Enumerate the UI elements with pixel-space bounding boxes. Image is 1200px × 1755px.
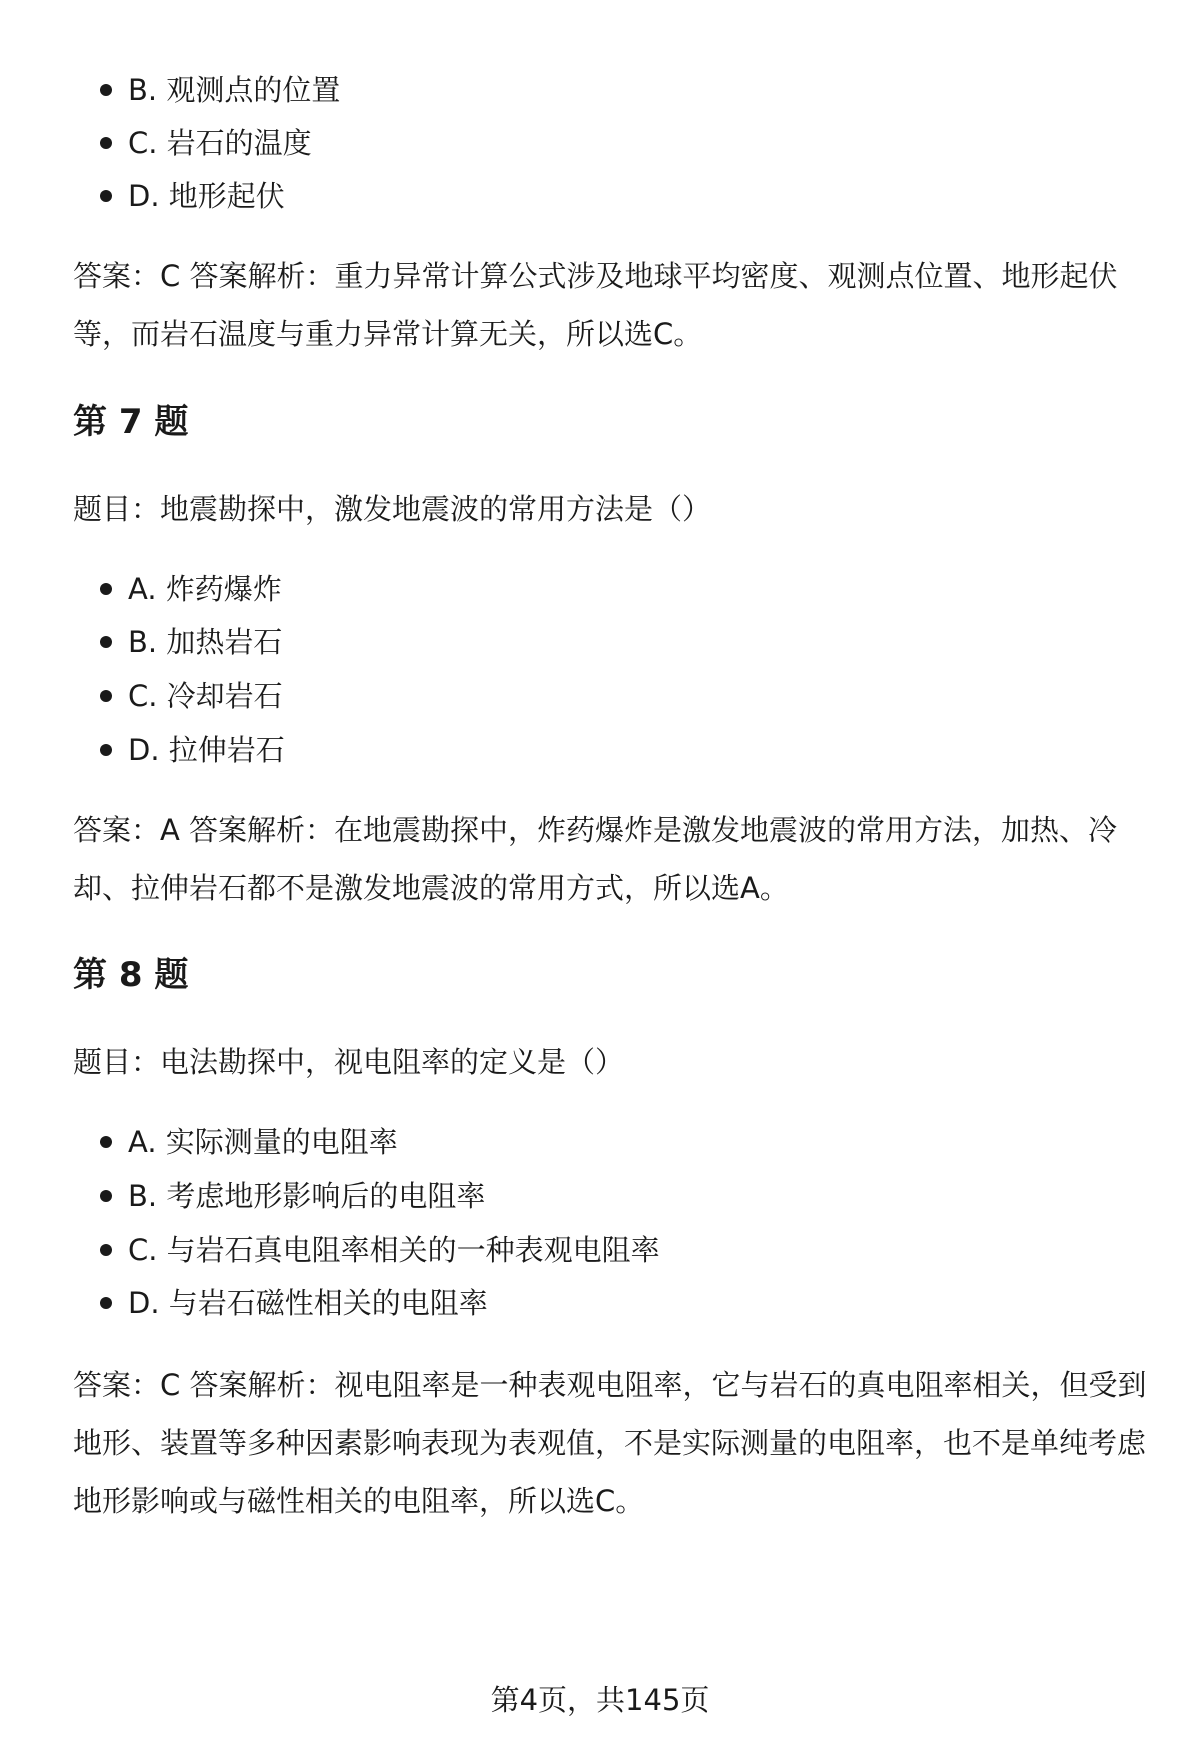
q7-stem: 题目：地震勘探中，激发地震波的常用方法是（） <box>73 492 712 526</box>
bullet-icon <box>100 1190 112 1202</box>
page-number: 第4页，共145页 <box>490 1683 710 1717</box>
bullet-icon <box>100 1244 112 1256</box>
bullet-icon <box>100 1297 112 1309</box>
bullet-icon <box>100 636 112 648</box>
bullet-icon <box>100 744 112 756</box>
bullet-icon <box>100 1136 112 1148</box>
q7-heading: 第 7 题 <box>73 402 189 442</box>
bullet-icon <box>100 137 112 149</box>
bullet-icon <box>100 190 112 202</box>
q7-answer: 答案：A 答案解析：在地震勘探中，炸药爆炸是激发地震波的常用方法，加热、冷却、拉伸岩石都不是激发地震波的常用方式，所以选A。 <box>73 813 1118 905</box>
bullet-icon <box>100 84 112 96</box>
bullet-icon <box>100 690 112 702</box>
q8-answer: 答案：C 答案解析：视电阻率是一种表观电阻率，它与岩石的真电阻率相关，但受到地形、装置等多种因素影响表现为表观值，不是实际测量的电阻率，也不是单纯考虑地形影响或与磁性相关的电阻率，所以选C。 <box>73 1368 1147 1518</box>
q8-heading: 第 8 题 <box>73 955 189 995</box>
document-page: B. 观测点的位置 C. 岩石的温度 D. 地形起伏 答案：C 答案解析：重力异常计算公式涉及地球平均密度、观测点位置、地形起伏等，而岩石温度与重力异常计算无关，所以选C。 第 7 题 题目：地震勘探中，激发地震波的常用方法是（） A. 炸药爆炸 B. 加热岩石 C. 冷却岩石 D. 拉伸岩石 答案：A 答案解析：在地震勘探中，炸药爆炸是激发地震波的常用方法，加热、冷却、拉伸岩石都不是激发地震波的常用方式，所以选A。 第 8 题 题目：电法勘探中，视电阻率的定义是（） A. 实际测量的电阻率 B. 考虑地形影响后的电阻率 C. 与岩石真电阻率相关的一种表观电阻率 D. 与岩石磁性相关的电阻率 答案：C 答案解析：视电阻率是一种表观电阻率，它与岩石的真电阻率相关，但受到地形、装置等多种因素影响表现为表观值，不是实际测量的电阻率，也不是单纯考虑地形影响或与磁性相关的电阻率，所以选C。 第4页，共145页 <box>0 0 1200 1755</box>
q6-answer: 答案：C 答案解析：重力异常计算公式涉及地球平均密度、观测点位置、地形起伏等，而岩石温度与重力异常计算无关，所以选C。 <box>73 259 1118 351</box>
bullet-icon <box>100 583 112 595</box>
q8-stem: 题目：电法勘探中，视电阻率的定义是（） <box>73 1045 625 1079</box>
